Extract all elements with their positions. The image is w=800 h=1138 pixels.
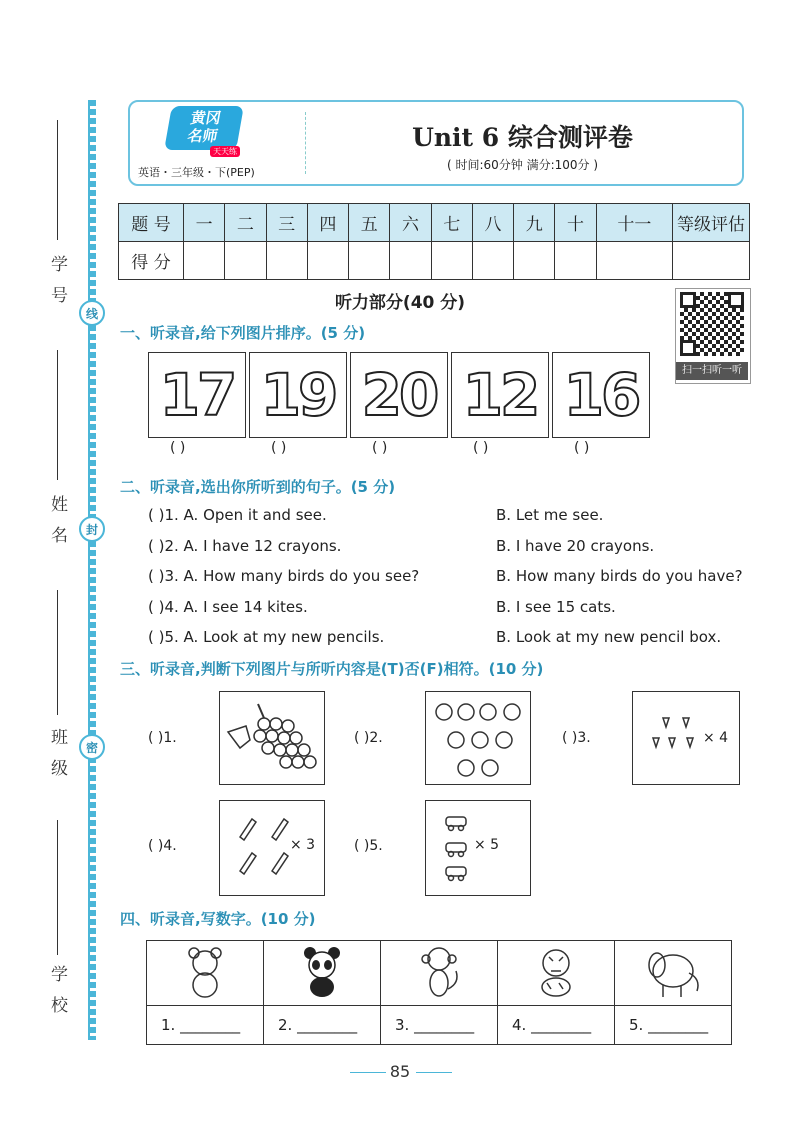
option-a[interactable]: ( )4. A. I see 14 kites. (148, 598, 308, 616)
name-label: 姓名 (47, 495, 67, 557)
binding-circle-xian: 线 (79, 300, 105, 326)
name-line (57, 350, 58, 480)
score-header-row (119, 204, 750, 242)
judge-label: ( )5. (354, 838, 383, 854)
animal-cell (147, 941, 264, 1006)
number-card (552, 352, 650, 438)
apples-icon (426, 692, 530, 784)
page-number-line (416, 1072, 452, 1073)
score-cell: 十 (555, 204, 596, 242)
picture-box (219, 800, 325, 896)
score-label-cell: 得 分 (119, 242, 184, 280)
number-text: 20 (361, 361, 437, 429)
judge-label: ( )3. (562, 730, 591, 746)
answer-blank[interactable]: ( ) (574, 440, 590, 456)
judge-label: ( )1. (148, 730, 177, 746)
answer-blank[interactable]: ( ) (372, 440, 388, 456)
score-value-row (119, 242, 750, 280)
number-blank[interactable]: 5. ________ (615, 1006, 732, 1045)
section-2-title: 二、听录音,选出你所听到的句子。(5 分) (120, 478, 396, 496)
binding-circle-mi: 密 (79, 734, 105, 760)
listening-title: 听力部分(40 分) (334, 293, 466, 313)
strawberries-icon (639, 708, 709, 768)
score-cell: 十一 (596, 204, 672, 242)
brand-logo (164, 106, 244, 150)
multiplier: × 4 (703, 730, 729, 746)
option-b[interactable]: B. Let me see. (496, 506, 604, 524)
picture-box (219, 691, 325, 785)
animal-cell (264, 941, 381, 1006)
option-a[interactable]: ( )5. A. Look at my new pencils. (148, 628, 385, 646)
option-b[interactable]: B. I see 15 cats. (496, 598, 616, 616)
qr-label: 扫一扫听一听 (676, 362, 748, 380)
score-cell: 等级评估 (673, 204, 750, 242)
multiplier: × 5 (474, 837, 500, 853)
score-cell: 六 (390, 204, 431, 242)
number-text: 16 (563, 361, 639, 429)
animal-number-table (146, 940, 732, 1045)
score-table (118, 203, 750, 280)
number-card (249, 352, 347, 438)
class-line (57, 590, 58, 715)
answer-blank[interactable]: ( ) (170, 440, 186, 456)
picture-box (425, 800, 531, 896)
binding-line (88, 100, 96, 1040)
number-blank[interactable]: 4. ________ (498, 1006, 615, 1045)
score-blank[interactable] (431, 242, 472, 280)
answer-row (147, 1006, 732, 1045)
logo-text-1: 黄冈 (189, 109, 223, 127)
score-blank[interactable] (514, 242, 555, 280)
answer-blank[interactable]: ( ) (473, 440, 489, 456)
number-card (148, 352, 246, 438)
logo-text-2: 名师 (185, 127, 220, 145)
option-b[interactable]: B. I have 20 crayons. (496, 537, 655, 555)
number-card (451, 352, 549, 438)
option-a[interactable]: ( )3. A. How many birds do you see? (148, 567, 420, 585)
number-blank[interactable]: 1. ________ (147, 1006, 264, 1045)
grade-label: 英语・三年级・下(PEP) (138, 166, 255, 179)
score-blank[interactable] (390, 242, 431, 280)
binding-circle-feng: 封 (79, 516, 105, 542)
school-label: 学校 (47, 965, 67, 1027)
number-text: 17 (159, 361, 235, 429)
crayons-icon (228, 809, 298, 889)
score-cell: 五 (349, 204, 390, 242)
option-a[interactable]: ( )2. A. I have 12 crayons. (148, 537, 342, 555)
score-blank[interactable] (349, 242, 390, 280)
animal-row (147, 941, 732, 1006)
animal-cell (381, 941, 498, 1006)
judge-label: ( )2. (354, 730, 383, 746)
score-cell: 四 (307, 204, 348, 242)
qr-finder (728, 292, 744, 308)
logo-sub: 天天练 (210, 146, 240, 157)
grapes-icon (220, 692, 324, 784)
section-1-title: 一、听录音,给下列图片排序。(5 分) (120, 324, 366, 342)
animal-cell (615, 941, 732, 1006)
score-blank[interactable] (225, 242, 266, 280)
monkey-icon (414, 943, 464, 999)
school-line (57, 820, 58, 955)
student-id-line (57, 120, 58, 240)
picture-box (632, 691, 740, 785)
tiger-icon (531, 943, 581, 999)
score-cell: 一 (184, 204, 225, 242)
score-cell: 八 (472, 204, 513, 242)
score-cell: 三 (266, 204, 307, 242)
page-title: Unit 6 综合测评卷 (412, 123, 633, 152)
option-b[interactable]: B. Look at my new pencil box. (496, 628, 722, 646)
option-b[interactable]: B. How many birds do you have? (496, 567, 743, 585)
page-number: 85 (389, 1062, 411, 1081)
score-blank[interactable] (555, 242, 596, 280)
number-card (350, 352, 448, 438)
time-score-info: ( 时间:60分钟 满分:100分 ) (446, 158, 599, 172)
score-blank[interactable] (307, 242, 348, 280)
score-blank[interactable] (673, 242, 750, 280)
score-blank[interactable] (266, 242, 307, 280)
score-blank[interactable] (596, 242, 672, 280)
score-blank[interactable] (184, 242, 225, 280)
picture-box (425, 691, 531, 785)
section-3-title: 三、听录音,判断下列图片与所听内容是(T)否(F)相符。(10 分) (120, 660, 544, 678)
score-cell: 题 号 (119, 204, 184, 242)
number-blank[interactable]: 3. ________ (381, 1006, 498, 1045)
score-blank[interactable] (472, 242, 513, 280)
qr-finder (680, 340, 696, 356)
qr-finder (680, 292, 696, 308)
section-4-title: 四、听录音,写数字。(10 分) (120, 910, 316, 928)
animal-cell (498, 941, 615, 1006)
score-cell: 九 (514, 204, 555, 242)
elephant-icon (643, 943, 703, 999)
answer-blank[interactable]: ( ) (271, 440, 287, 456)
number-text: 19 (260, 361, 336, 429)
student-id-label: 学号 (47, 255, 67, 317)
number-blank[interactable]: 2. ________ (264, 1006, 381, 1045)
bear-icon (180, 943, 230, 999)
panda-icon (297, 943, 347, 999)
score-cell: 二 (225, 204, 266, 242)
number-text: 12 (462, 361, 538, 429)
judge-label: ( )4. (148, 838, 177, 854)
class-label: 班级 (47, 728, 67, 790)
option-a[interactable]: ( )1. A. Open it and see. (148, 506, 327, 524)
multiplier: × 3 (290, 837, 316, 853)
score-cell: 七 (431, 204, 472, 242)
